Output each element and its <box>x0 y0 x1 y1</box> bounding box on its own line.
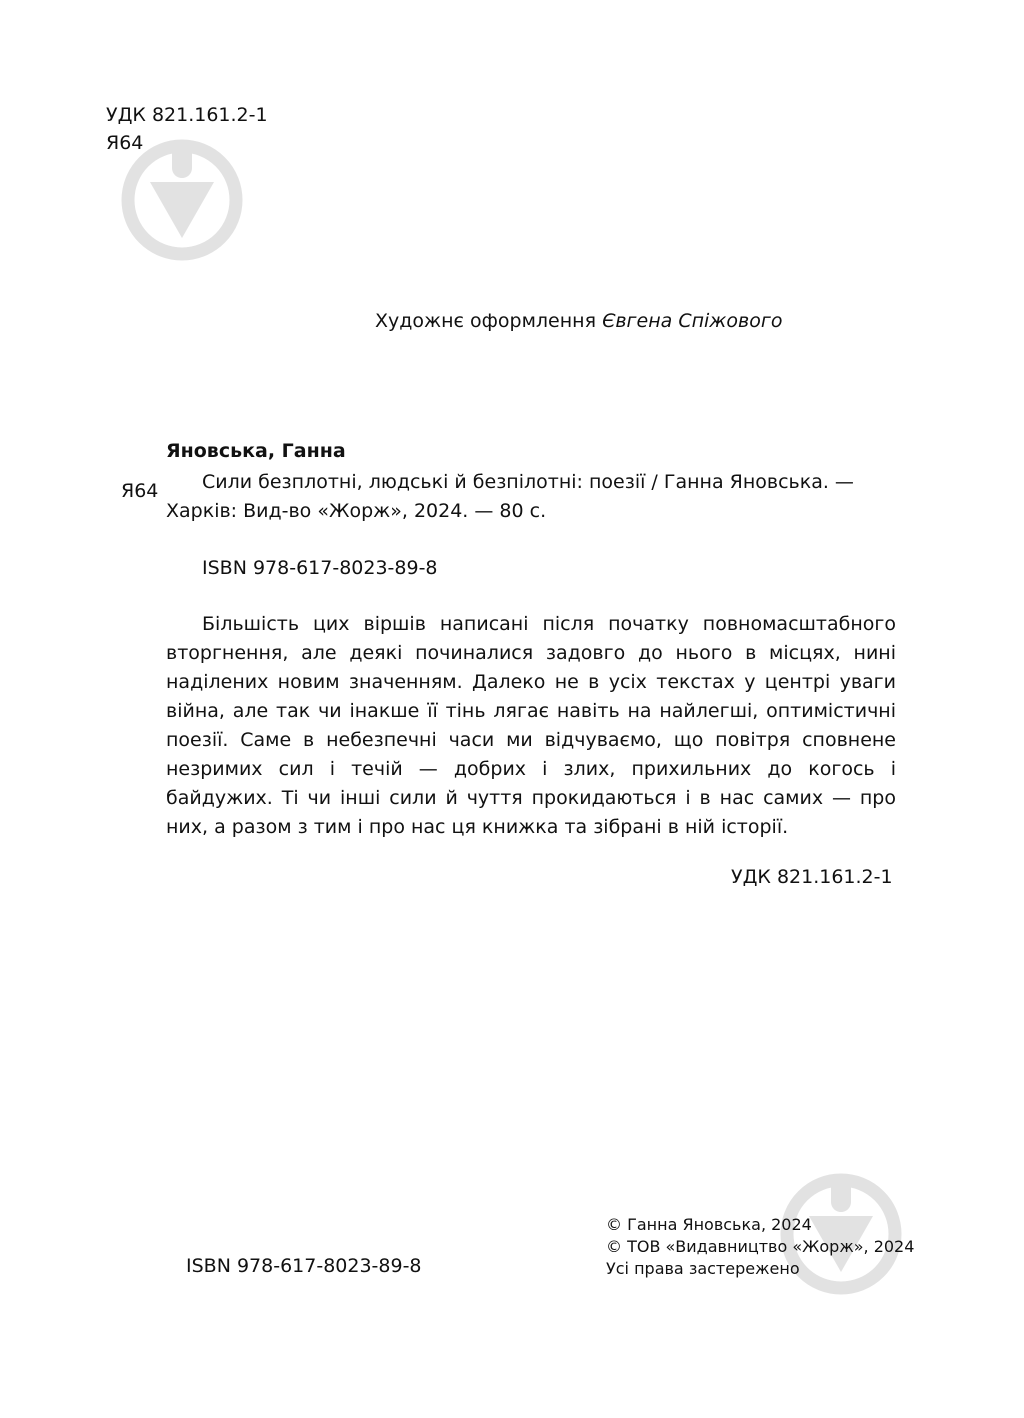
catalog-udk: УДК 821.161.2-1 <box>731 866 893 888</box>
author-sign: Я64 <box>106 132 144 154</box>
rights-reserved: Усі права застережено <box>606 1259 800 1278</box>
copyright-block <box>606 1214 914 1280</box>
copyright-publisher: © ТОВ «Видавництво «Жорж», 2024 <box>606 1237 915 1256</box>
design-credit-prefix: Художнє оформлення <box>375 310 603 332</box>
designer-name: Євгена Спіжового <box>602 310 783 332</box>
udk-block <box>106 101 268 157</box>
catalog-isbn: ISBN 978-617-8023-89-8 <box>202 557 438 579</box>
udk-code: УДК 821.161.2-1 <box>106 104 268 126</box>
copyright-author: © Ганна Яновська, 2024 <box>606 1215 812 1234</box>
catalog-author-sign: Я64 <box>121 480 159 502</box>
bibliographic-description: Сили безплотні, людські й безпілотні: поезії / Ганна Яновська. — Харків: Вид-во «Жорж», 2024. — 80 с. <box>166 471 854 522</box>
design-credit <box>375 310 782 332</box>
footer-isbn: ISBN 978-617-8023-89-8 <box>186 1255 422 1277</box>
catalog-author: Яновська, Ганна <box>166 440 346 462</box>
annotation: Більшість цих віршів написані після початку повномасштабного вторгнення, але деякі починалися задовго до нього в місцях, нині наділених новим значенням. Далеко не в усіх текстах у центрі уваги війна, але так чи інакше її тінь лягає навіть на найлегші, оптимістичні поезії. Саме в небезпечні часи ми відчуваємо, що повітря сповнене незримих сил і течій — добрих і злих, прихильних до когось і байдужих. Ті чи інші сили й чуття прокидаються і в нас самих — про них, а разом з тим і про нас ця книжка та зібрані в ній історії. <box>166 613 896 838</box>
